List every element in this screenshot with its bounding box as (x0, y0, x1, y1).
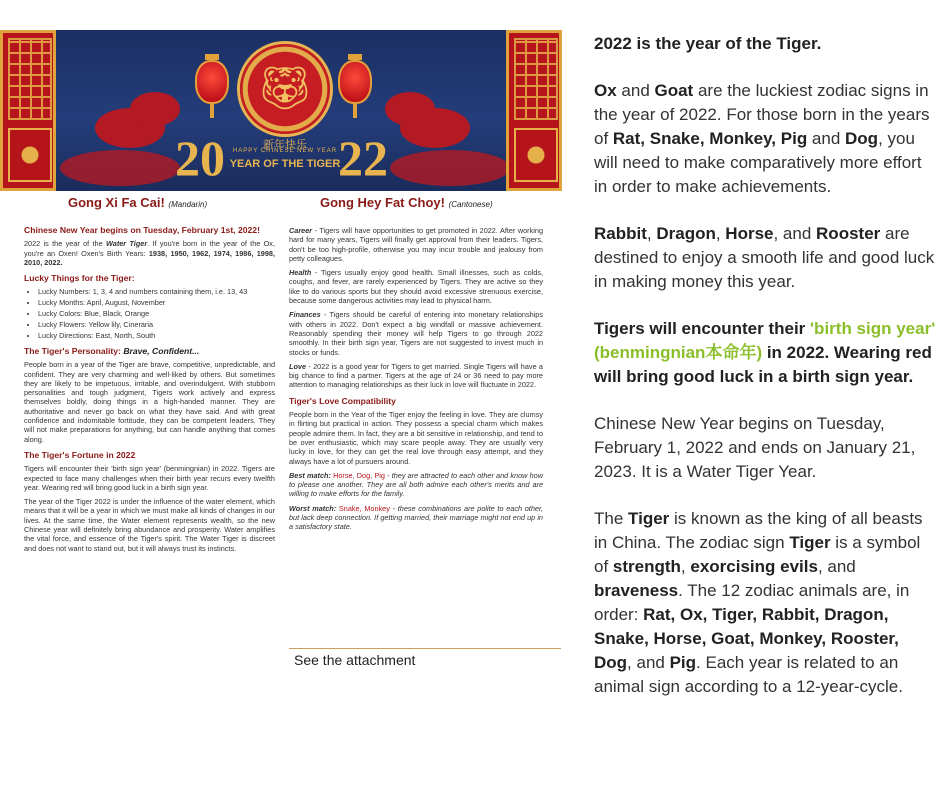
sign-dragon: Dragon (656, 224, 716, 243)
paragraph-text: . Each year is related to an animal sign according to a 12-year-cycle. (594, 653, 903, 696)
list-item: • Lucky Months: April, August, November (38, 298, 275, 307)
tiger-face-icon: 🐯︎ (257, 64, 313, 113)
lattice-icon (514, 38, 558, 120)
lucky-list (24, 287, 275, 339)
list-item: • Lucky Flowers: Yellow lily, Cineraria (38, 320, 275, 329)
red-cloud (385, 92, 435, 126)
effort-signs: Rat, Snake, Monkey, Pig (612, 129, 808, 148)
paragraph-text: is a symbol of (594, 533, 921, 576)
smooth-signs-paragraph: Rabbit, Dragon, Horse, and Rooster are destined to enjoy a smooth life and good luck in making money this year. (594, 224, 935, 291)
new-year-banner (0, 30, 562, 191)
career-paragraph (289, 226, 543, 263)
intro-text: 2022 is the year of the (24, 239, 106, 249)
tiger-medallion-icon (240, 44, 330, 134)
exorcising-word: exorcising evils (690, 557, 818, 576)
year-right-digits: 22 (338, 130, 388, 186)
list-item: • Lucky Directions: East, North, South (38, 331, 275, 340)
personality-heading (24, 347, 275, 356)
list-item: • Lucky Numbers: 1, 3, 4 and numbers containing them, i.e. 13, 43 (38, 287, 275, 296)
lantern-icon (338, 60, 372, 104)
best-match-label: Best match: (289, 470, 331, 480)
sign-dog: Dog (845, 129, 879, 148)
compatibility-heading: Tiger's Love Compatibility (289, 395, 396, 406)
paragraph-text: , and (627, 653, 670, 672)
worst-match-signs: Snake, Monkey (338, 503, 390, 513)
tiger-word: Tiger (789, 533, 831, 552)
intro-heading: Chinese New Year begins on Tuesday, February 1st, 2022! (24, 225, 260, 235)
paragraph-text: is known as the king of all beasts in China. The zodiac sign (594, 509, 923, 552)
cantonese-tag: (Cantonese) (448, 200, 493, 209)
birth-sign-paragraph (594, 317, 938, 389)
list-item: • Lucky Colors: Blue, Black, Orange (38, 309, 275, 318)
career-text: - Tigers will have opportunities to get promoted in 2022. After working hard for many years, Tigers will finally get approval from their leaders. Tigers, don't be too high-profile, otherwise you may incur trouble and jealousy from petty colleagues. (289, 226, 543, 263)
cantonese-greeting-text: Gong Hey Fat Choy! (320, 195, 445, 210)
year-of-tiger-text: YEAR OF THE TIGER (229, 158, 341, 170)
cantonese-greeting (320, 195, 493, 210)
birth-sign-highlight: 'birth sign year' (benmingnian本命年) (594, 319, 936, 362)
attachment-note: See the attachment (294, 652, 416, 668)
lantern-icon (195, 60, 229, 104)
finances-label: Finances (289, 310, 321, 320)
dragon-ornament-icon (514, 128, 558, 182)
connector-text: and (807, 129, 846, 148)
fortune-paragraph: Tigers will encounter their 'birth sign year' (benmingnian) in 2022. Tigers are expected to face many challenges when their birth year recurs every twelfth year. Wearing red will bring good luck in a birth sign year. (24, 464, 275, 492)
lucky-signs-paragraph (594, 79, 938, 199)
strength-word: strength (612, 557, 681, 576)
fortune-paragraph: The year of the Tiger 2022 is under the influence of the water element, which means that it will be a year in which we must make all kinds of changes in our lives. At the same time, the Water element represents wealth, so the new Chinese year will definitely bring abundance and prosperity. Water amplifies the vital force, and essence of the Tiger's spirit. The Water Tiger is discreet and does not want to stand out, but it will always trust its instincts. (24, 497, 275, 553)
birth-years-text: 1938, 1950, 1962, 1974, 1986, 1998, 2010, 2022. (24, 248, 275, 267)
fortune-heading: The Tiger's Fortune in 2022 (24, 449, 136, 460)
divider (289, 648, 561, 649)
worst-match-paragraph (289, 504, 543, 532)
finances-text: - Tigers should be careful of entering into monetary relationships with others in 2022. Don't expect a big windfall or massive achievement. Reasonably spending their money will help Tigers to go through 2022 smoothly. In their birth sign year, Tigers are not suggested to invest much in stocks or funds. (289, 310, 543, 357)
dates-paragraph: Chinese New Year begins on Tuesday, February 1, 2022 and ends on January 21, 2023. It is a Water Tiger Year. (594, 414, 916, 481)
health-paragraph (289, 268, 543, 305)
personality-heading-text: The Tiger's Personality: (24, 345, 121, 356)
worst-match-text: - these combinations are polite to each other, but lack deep connection. If getting married, their marriage might not end up in a satisfactory state. (289, 503, 544, 532)
chinese-greeting: 新年快乐 (263, 138, 307, 151)
paragraph-text: are the luckiest zodiac signs in the year of 2022. For those born in the years of (594, 81, 930, 148)
paragraph-text: in 2022. Wearing red will bring good luck in a birth sign year. (594, 343, 932, 386)
zodiac-animals: Rat, Ox, Tiger, Rabbit, Dragon, Snake, Horse, Goat, Monkey, Rooster, Dog (594, 605, 899, 672)
personality-paragraph: People born in a year of the Tiger are brave, competitive, unpredictable, and confident. They are very charming and well-liked by others. But sometimes they are likely to be impetuous, irritable, and overindulgent. With stubborn personalities and tough judgment, Tigers work actively and express themselves boldly, doing things in a high-handed manner. They are authoritative and never go back on what they have said. And with great confidence and indomitable fortitude, they can be competent leaders. They will not make preparations for anything, but can handle anything that comes along. (24, 360, 275, 444)
compatibility-paragraph: People born in the Year of the Tiger enjoy the feeling in love. They are clumsy in flirting but practical in action. They possess a special charm which makes people admire them. In fact, they are a bit sensitive in relationship, and tend to be over enthusiastic, which may scare people away. They are usually very lucky in love, for they can get the real love through easy attempt, and they always have a lot of pursuers around. (289, 410, 543, 466)
lattice-icon (8, 38, 52, 120)
tiger-word: Tiger (628, 509, 670, 528)
paragraph-text: Tigers will encounter their (594, 319, 811, 338)
best-match-text: - they are attracted to each other and know how to please one another. They are all both admire each other's merits and are willing to make efforts for the family. (289, 470, 543, 499)
dragon-ornament-icon (8, 128, 52, 182)
mandarin-greeting (68, 195, 207, 210)
flyer-column-left (24, 226, 275, 558)
paragraph-text: The (594, 509, 629, 528)
paragraph-text: , and (817, 557, 856, 576)
red-cloud (130, 92, 180, 126)
sign-ox: Ox (594, 81, 617, 100)
finances-paragraph (289, 310, 543, 356)
mandarin-tag: (Mandarin) (168, 200, 208, 209)
left-lattice-panel (0, 30, 56, 191)
year-left-digits: 20 (175, 130, 225, 186)
water-tiger-text: Water Tiger (106, 239, 148, 249)
sign-goat: Goat (654, 81, 694, 100)
personality-subtitle: Brave, Confident... (123, 345, 200, 356)
happy-new-year-text: HAPPY CHINESE NEW YEAR (232, 148, 338, 154)
intro-text: . If you're born in the year of the Ox, you're an Oxen! Oxen's Birth Years: (24, 239, 275, 258)
braveness-word: braveness (594, 581, 679, 600)
mandarin-greeting-text: Gong Xi Fa Cai! (68, 195, 165, 210)
worst-match-label: Worst match: (289, 503, 337, 513)
lucky-heading: Lucky Things for the Tiger: (24, 273, 135, 284)
career-label: Career (289, 226, 313, 235)
paragraph-text: . The 12 zodiac animals are, in order: (594, 581, 910, 624)
health-text: - Tigers usually enjoy good health. Small illnesses, such as colds, coughs, and fever, are rarely experienced by Tigers. They are active so they like to do various sports but they should avoid excessive strenuous exercise, because some dangerous activities may lead to physical harm. (289, 268, 543, 306)
sign-rooster: Rooster (816, 224, 881, 243)
health-label: Health (289, 268, 312, 278)
red-cloud (390, 150, 510, 186)
sign-rabbit: Rabbit (594, 224, 647, 243)
love-paragraph (289, 362, 543, 390)
connector-text: and (616, 81, 655, 100)
paragraph-text: , you will need to make comparatively more effort in order to make achievements. (594, 129, 922, 196)
right-lattice-panel (506, 30, 562, 191)
intro-paragraph (24, 239, 275, 267)
best-match-signs: Horse, Dog, Pig (333, 470, 385, 480)
flyer-column-right (289, 226, 543, 537)
love-text: - 2022 is a good year for Tigers to get married. Single Tigers will have a big chance to find a partner. Tigers at the age of 24 or 36 need to pay more attention to managing relationships as their luck in love will fluctuate in 2022. (289, 361, 543, 390)
sign-horse: Horse (725, 224, 774, 243)
paragraph-text: are destined to enjoy a smooth life and good luck in making money this year. (594, 224, 935, 291)
summary-heading: 2022 is the year of the Tiger. (594, 34, 822, 53)
tiger-symbol-paragraph: The Tiger is known as the king of all beasts in China. The zodiac sign Tiger is a symbol of strength, exorcising evils, and braveness. The 12 zodiac animals are, in order: Rat, Ox, Tiger, Rabbit, Dragon, Snake, Horse, Goat, Monkey, Rooster, Dog, and Pig. Each year is related to an animal sign according to a 12-year-cycle. (594, 509, 923, 696)
best-match-paragraph (289, 471, 543, 499)
summary-text (594, 32, 938, 722)
sign-pig: Pig (669, 653, 697, 672)
red-cloud (60, 150, 180, 186)
love-label: Love (289, 361, 307, 371)
